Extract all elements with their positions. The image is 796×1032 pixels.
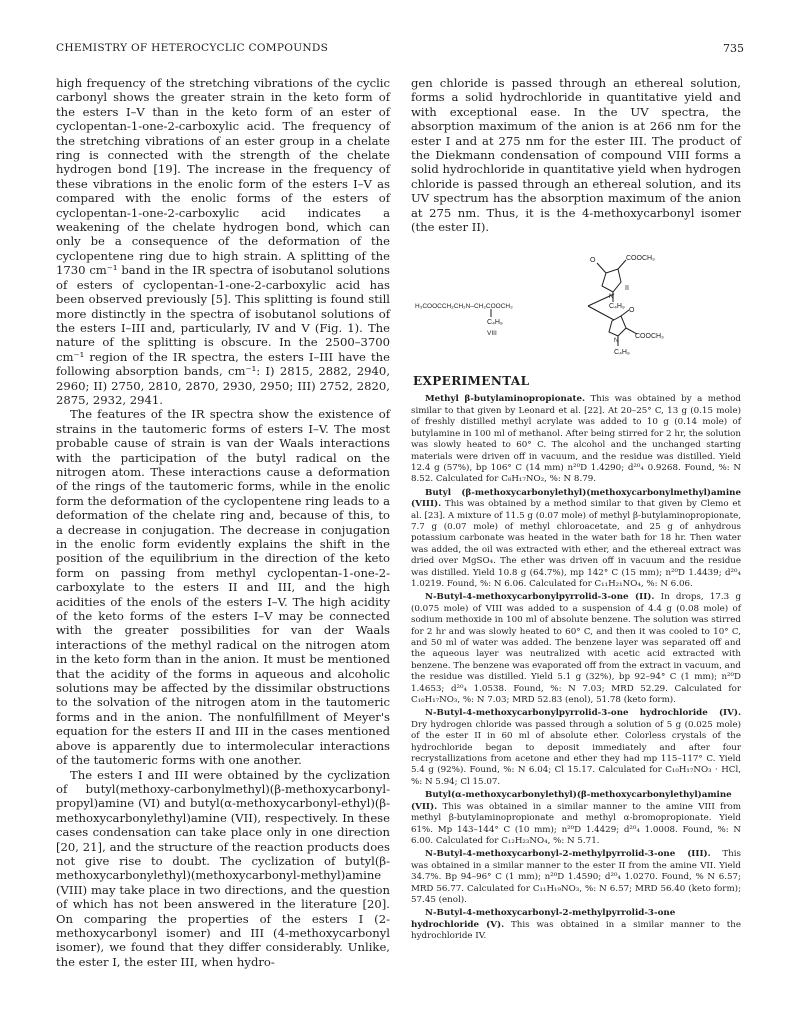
paragraph: high frequency of the stretching vibrations of the cyclic carbonyl shows the greater strain in the keto form of the esters I–V than in the keto form of an ester of cyclopentan-1-one-2-carboxylic acid. The frequency of the stretching vibrations of an ester group in a chelate ring is connected with the strength of the chelate hydrogen bond [19]. The increase in the frequency of these vibrations in the enolic form of the esters I–V as compared with the enolic forms of the esters of cyclopentan-1-one-2-carboxylic acid indicates a weakening of the chelate hydrogen bond, which can only be a consequence of the deformation of the cyclopentene ring due to high strain. A splitting of the 1730 cm⁻¹ band in the IR spectra of isobutanol solutions of esters of cyclopentan-1-one-2-carboxylic acid has been observed previously [5]. This splitting is found still more distinctly in the spectra of isobutanol solutions of the esters I–III and, particularly, IV and V (Fig. 1). The nature of the splitting is obscure. In the 2500–3700 cm⁻¹ region of the IR spectra, the esters I–III have the following absorption bands, cm⁻¹: I) 2815, 2882, 2940, 2960; II) 2750, 2810, 2870, 2930, 2950; III) 2752, 2820, 2875, 2932, 2941. <box>56 76 390 407</box>
butyl-label: C₄H₉ <box>614 349 630 357</box>
experimental-entry <box>411 708 741 788</box>
nitrogen-label: N <box>614 338 619 345</box>
experimental-section <box>411 394 741 942</box>
experimental-entry <box>411 849 741 906</box>
paragraph: gen chloride is passed through an ethereal solution, forms a solid hydrochloride in quantitative yield and with exceptional ease. In the UV spectra, the absorption maximum of the anion is at 266 nm for the ester I and at 275 nm for the ester III. The product of the Diekmann condensation of compound VIII forms a solid hydrochloride in quantitative yield when hydrogen chloride is passed through an ethereal solution, and its UV spectrum has the absorption maximum of the anion at 275 nm. Thus, it is the 4-methoxycarbonyl isomer (the ester II). <box>411 76 741 235</box>
compound-label-viii: VIII <box>487 330 497 338</box>
butyl-label: C₄H₉ <box>487 319 503 327</box>
page-header <box>56 42 744 58</box>
cooch3-label: COOCH₃ <box>626 255 655 263</box>
oxygen-label: O <box>629 307 635 315</box>
entry-body: This was obtained in a similar manner to the amine VIII from methyl β-butylaminopropionate and methyl α-bromopropionate. Yield 61%. Mp 143–144° C (10 mm); n²⁰D 1.4429; d²⁰₄ 1.0008. Found, %: N 6.00. Calculated for C₁₂H₂₃NO₄, %: N 5.71. <box>411 801 741 846</box>
experimental-entry <box>411 394 741 485</box>
paragraph: The features of the IR spectra show the existence of strains in the tautomeric forms of esters I–V. The most probable cause of strain is van der Waals interactions with the participation of the butyl radical on the nitrogen atom. These interactions cause a deformation of the rings of the tautomeric forms, while in the enolic form the deformation of the cyclopentene ring leads to a deformation of the chelate ring and, because of this, to a decrease in conjugation. The decrease in conjugation in the enolic form evidently explains the shift in the position of the equilibrium in the direction of the keto form on passing from methyl cyclopentan-1-one-2-carboxylate to the esters II and III, and the high acidities of the enols of the esters I–V. The high acidity of the keto forms of the esters I–V may be connected with the greater possibilities for van der Waals interactions of the methyl radical on the nitrogen atom in the keto form than in the anion. It must be mentioned that the acidity of the forms in aqueous and alcoholic solutions may be affected by the dissimilar obstructions to the solvation of the nitrogen atom in the tautomeric forms and in the anion. The nonfulfillment of Meyer's equation for the esters II and III in the cases mentioned above is apparently due to intermolecular interactions of the tautomeric forms with one another. <box>56 407 390 768</box>
nitrogen-label: N <box>609 294 614 301</box>
entry-title: N-Butyl-4-methoxycarbonyl-2-methylpyrrolid-3-one hydrochloride (V). <box>411 908 676 930</box>
journal-title: CHEMISTRY OF HETEROCYCLIC COMPOUNDS <box>56 42 329 54</box>
experimental-entry <box>411 790 741 847</box>
entry-body: This was obtained by a method similar to that given by Clemo et al. [23]. A mixture of 11.5 g (0.07 mole) of methyl β-butylaminopropionate, 7.7 g (0.07 mole) of methyl chloroacetate, and 25 g of anhydrous potassium carbonate was heated in the water bath for 18 hr. Then water was added, the oil was extracted with ether, and the ethereal extract was dried over MgSO₄. The ether was driven off in vacuum and the residue was distilled. Yield 10.8 g (64.7%), mp 142° C (15 mm); n²⁰D 1.4439; d²⁰₄ 1.0219. Found, %: N 6.06. Calculated for C₁₁H₂₁NO₄, %: N 6.06. <box>411 499 741 589</box>
entry-body: This was obtained by a method similar to that given by Leonard et al. [22]. At 20–25° C, 13 g (0.15 mole) of freshly distilled methyl acrylate was added to 10 g (0.14 mole) of butylamine in 100 ml of methanol. After being stirred for 2 hr, the solution was slowly heated to 60° C. The alcohol and the unchanged starting materials were driven off in vacuum, and the residue was distilled. Yield 12.4 g (57%), bp 106° C (14 mm) n²⁰D 1.4290; d²⁰₄ 0.9268. Found, %: N 8.52. Calculated for C₈H₁₇NO₂, %: N 8.79. <box>411 394 741 485</box>
carbonyl-bond-top <box>597 263 606 273</box>
cooch3-label: COOCH₃ <box>635 333 664 341</box>
experimental-entry <box>411 908 741 942</box>
entry-body: This was obtained in a similar manner to the hydrochloride IV. <box>411 919 741 942</box>
entry-body: In drops, 17.3 g (0.075 mole) of VIII was added to a suspension of 4.4 g (0.08 mole) of sodium methoxide in 100 ml of absolute benzene. The solution was stirred for 2 hr and was slowly heated to 60° C, and then it was cooled to 10° C, and 50 ml of water was added. The benzene layer was separated off and the aqueous layer was neutralized with acetic acid extracted with benzene. The benzene was evaporated off from the extract in vacuum, and the residue was distilled. Yield 5.1 g (32%), bp 92–94° C (1 mm); n²⁰D 1.4653; d²⁰₄ 1.0538. Found, %: N 7.03; MRD 52.29. Calculated for C₁₀H₁₇NO₃, %: N 7.03; MRD 52.83 (enol), 51.78 (keto form). <box>411 592 742 706</box>
entry-title: N-Butyl-4-methoxycarbonyl-2-methylpyrrolid-3-one (III). <box>425 849 711 860</box>
butyl-label: C₄H₉ <box>609 303 625 311</box>
compound-viii-formula: H₃COOCCH₂CH₂N–CH₂COOCH₃ <box>415 303 513 311</box>
ester-bond-top <box>618 260 626 269</box>
entry-title: N-Butyl-4-methoxycarbonylpyrrolid-3-one (II). <box>425 592 655 603</box>
entry-body: Dry hydrogen chloride was passed through a solution of 5 g (0.025 mole) of the ester II in 60 ml of absolute ether. Colorless crystals of the hydrochloride began to deposit immediately and after four recrystallizations from acetone and ether they had mp 115–117° C. Yield 5.4 g (92%). Found, %: N 6.04; Cl 15.17. Calculated for C₁₀H₁₇NO₃ · HCl, %: N 5.94; Cl 15.07. <box>411 719 741 787</box>
right-column <box>411 76 741 943</box>
experimental-entry <box>411 488 741 591</box>
page-number: 735 <box>723 42 744 55</box>
paragraph: The esters I and III were obtained by the cyclization of butyl(methoxy-carbonylmethyl)(β-methoxycarbonyl-propyl)amine (VI) and butyl(α-methoxycarbonyl-ethyl)(β-methoxycarbonylethyl)amine (VII), respectively. In these cases condensation can take place only in one direction [20, 21], and the structure of the reaction products does not give rise to doubt. The cyclization of butyl(β-methoxycarbonylethyl)(methoxycarbonyl-methyl)amine (VIII) may take place in two directions, and the question of which has not been answered in the literature [20]. On comparing the properties of the esters I (2-methoxycarbonyl isomer) and III (4-methoxycarbonyl isomer), we found that they differ considerably. Unlike, the ester I, the ester III, when hydro- <box>56 767 390 969</box>
entry-title: N-Butyl-4-methoxycarbonylpyrrolid-3-one hydrochloride (IV). <box>425 708 741 719</box>
section-heading: EXPERIMENTAL <box>413 374 530 389</box>
carbonyl-bond-bottom <box>621 310 629 316</box>
entry-title: Butyl (β-methoxycarbonylethyl)(methoxycarbonylmethyl)amine (VIII). <box>411 487 741 510</box>
entry-body: This was obtained in a similar manner to the ester II from the amine VII. Yield 34.7%. Bp 94–96° C (1 mm); n²⁰D 1.4590; d²⁰₄ 1.0270. Found, % N 6.57; MRD 56.77. Calculated for C₁₁H₁₉NO₃, %: N 6.57; MRD 56.40 (keto form); 57.45 (enol). <box>411 849 741 905</box>
oxygen-label: O <box>590 257 596 265</box>
left-column <box>56 76 390 969</box>
reaction-scheme <box>413 234 739 368</box>
experimental-entry <box>411 592 741 706</box>
entry-title: Butyl(α-methoxycarbonylethyl)(β-methoxycarbonylethyl)amine (VII). <box>411 790 732 812</box>
entry-title: Methyl β-butylaminopropionate. <box>425 394 586 405</box>
compound-label-ii: II <box>625 285 629 293</box>
